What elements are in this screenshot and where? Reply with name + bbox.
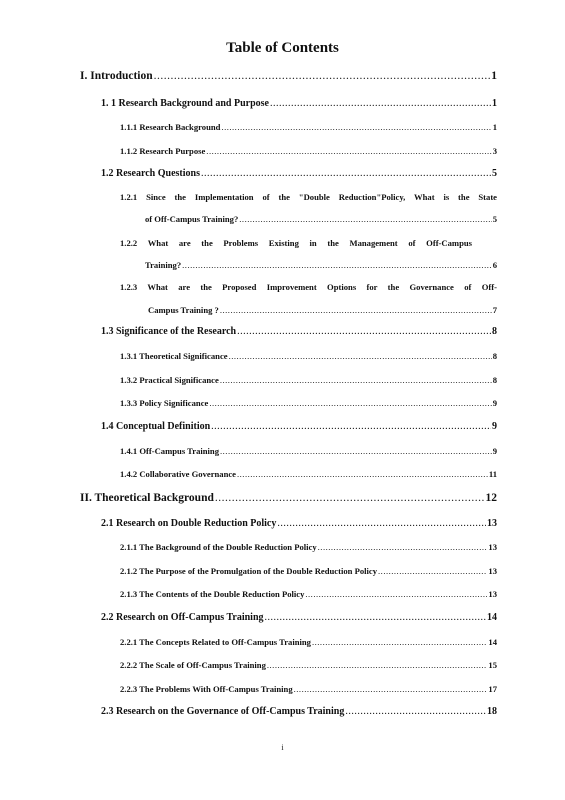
toc-entry-label: 2.1 Research on Double Reduction Policy — [101, 518, 277, 529]
toc-page-number: 11 — [488, 469, 497, 479]
toc-entry[interactable] — [120, 122, 497, 132]
toc-entry[interactable] — [120, 637, 497, 647]
toc-page-number: 8 — [492, 375, 497, 385]
toc-entry-label: 1.3.3 Policy Significance — [120, 398, 209, 408]
toc-leader-dots — [312, 637, 487, 647]
toc-leader-dots — [221, 122, 491, 132]
toc-entry[interactable] — [148, 305, 497, 315]
toc-leader-dots — [277, 518, 486, 529]
toc-entry-label: 2.2.2 The Scale of Off-Campus Training — [120, 660, 266, 670]
toc-page-number: 5 — [492, 214, 497, 224]
toc-page-number: 7 — [492, 305, 497, 315]
toc-page-number: 3 — [492, 146, 497, 156]
page-number-footer: i — [281, 743, 284, 752]
toc-page-number: 6 — [492, 260, 497, 270]
toc-leader-dots — [378, 566, 487, 576]
toc-leader-dots — [209, 398, 491, 408]
toc-page-number: 5 — [492, 168, 497, 179]
toc-entry-label: 2.2.1 The Concepts Related to Off-Campus Training — [120, 637, 311, 647]
toc-leader-dots — [305, 589, 487, 599]
toc-page-number: 13 — [488, 566, 497, 576]
toc-leader-dots — [239, 214, 491, 224]
toc-entry[interactable] — [101, 98, 497, 109]
toc-entry[interactable] — [120, 566, 497, 576]
toc-entry-label: Campus Training ? — [148, 305, 219, 315]
toc-page-number: 9 — [492, 446, 497, 456]
toc-entry[interactable] — [80, 492, 497, 504]
toc-entry-label: II. Theoretical Background — [80, 492, 214, 504]
toc-page-number: 8 — [492, 326, 497, 337]
toc-entry[interactable] — [101, 421, 497, 432]
toc-leader-dots — [265, 612, 486, 623]
toc-entry-label: 1. 1 Research Background and Purpose — [101, 98, 269, 109]
toc-entry-label: 1.4.2 Collaborative Governance — [120, 469, 236, 479]
toc-entry-label: 1.4 Conceptual Definition — [101, 421, 211, 432]
toc-entry[interactable] — [101, 168, 497, 179]
toc-entry[interactable] — [101, 518, 497, 529]
toc-page-number: 12 — [485, 492, 497, 504]
toc-leader-dots — [270, 98, 491, 109]
toc-page-number: 1 — [492, 122, 497, 132]
toc-entry[interactable] — [101, 612, 497, 623]
toc-page-number: 9 — [492, 421, 497, 432]
toc-page-number: 14 — [487, 612, 497, 623]
toc-entry-label: 1.3 Significance of the Research — [101, 326, 237, 337]
toc-entry[interactable] — [101, 706, 497, 717]
toc-page-number: 13 — [487, 518, 497, 529]
toc-page-number: 13 — [488, 589, 497, 599]
toc-entry[interactable] — [120, 446, 497, 456]
toc-entry-first-line: 1.2.1 Since the Implementation of the "Double Reduction"Policy, What is the State — [120, 192, 497, 202]
toc-entry-label: Training? — [145, 260, 182, 270]
toc-entry-first-line: 1.2.2 What are the Problems Existing in the Management of Off-Campus — [120, 238, 472, 248]
toc-page-number: 18 — [487, 706, 497, 717]
toc-leader-dots — [220, 375, 492, 385]
toc-leader-dots — [237, 469, 488, 479]
toc-entry[interactable] — [120, 375, 497, 385]
toc-page-number: 1 — [492, 98, 497, 109]
toc-leader-dots — [215, 492, 485, 504]
toc-entry-label: 1.3.1 Theoretical Significance — [120, 351, 228, 361]
toc-entry[interactable] — [120, 660, 497, 670]
toc-entry-label: 2.1.1 The Background of the Double Reduction Policy — [120, 542, 317, 552]
toc-page-number: 14 — [488, 637, 497, 647]
toc-page-number: 15 — [488, 660, 497, 670]
toc-entry-label: 2.2 Research on Off-Campus Training — [101, 612, 264, 623]
toc-leader-dots — [318, 542, 488, 552]
toc-entry[interactable] — [101, 326, 497, 337]
toc-entry[interactable] — [120, 684, 497, 694]
toc-leader-dots — [267, 660, 488, 670]
toc-leader-dots — [229, 351, 492, 361]
toc-page-number: 13 — [488, 542, 497, 552]
toc-leader-dots — [182, 260, 492, 270]
toc-entry[interactable] — [80, 70, 497, 82]
toc-page-number: 1 — [491, 70, 497, 82]
toc-page-number: 17 — [488, 684, 497, 694]
toc-entry[interactable] — [120, 398, 497, 408]
toc-entry[interactable] — [120, 146, 497, 156]
toc-entry-label: I. Introduction — [80, 70, 153, 82]
page-title: Table of Contents — [226, 40, 339, 56]
toc-entry[interactable] — [120, 589, 497, 599]
toc-entry-label: 1.4.1 Off-Campus Training — [120, 446, 219, 456]
toc-entry-first-line: 1.2.3 What are the Proposed Improvement Options for the Governance of Off- — [120, 282, 497, 292]
toc-entry-label: 1.1.1 Research Background — [120, 122, 221, 132]
toc-leader-dots — [220, 305, 492, 315]
toc-entry-label: 2.3 Research on the Governance of Off-Campus Training — [101, 706, 345, 717]
toc-entry[interactable] — [120, 542, 497, 552]
toc-entry[interactable] — [145, 260, 497, 270]
toc-entry-label: 1.3.2 Practical Significance — [120, 375, 219, 385]
toc-entry-label: 1.1.2 Research Purpose — [120, 146, 206, 156]
toc-page-number: 8 — [492, 351, 497, 361]
toc-leader-dots — [201, 168, 491, 179]
toc-entry[interactable] — [145, 214, 497, 224]
toc-leader-dots — [211, 421, 491, 432]
toc-entry-label: 1.2 Research Questions — [101, 168, 200, 179]
toc-entry-label: 2.2.3 The Problems With Off-Campus Training — [120, 684, 293, 694]
toc-entry-label: of Off-Campus Training? — [145, 214, 239, 224]
toc-leader-dots — [154, 70, 491, 82]
toc-leader-dots — [345, 706, 486, 717]
toc-entry-label: 2.1.3 The Contents of the Double Reduction Policy — [120, 589, 305, 599]
toc-leader-dots — [237, 326, 491, 337]
toc-entry[interactable] — [120, 351, 497, 361]
toc-page-number: 9 — [492, 398, 497, 408]
toc-leader-dots — [220, 446, 492, 456]
toc-leader-dots — [294, 684, 488, 694]
toc-entry[interactable] — [120, 469, 497, 479]
toc-leader-dots — [206, 146, 491, 156]
toc-entry-label: 2.1.2 The Purpose of the Promulgation of the Double Reduction Policy — [120, 566, 378, 576]
